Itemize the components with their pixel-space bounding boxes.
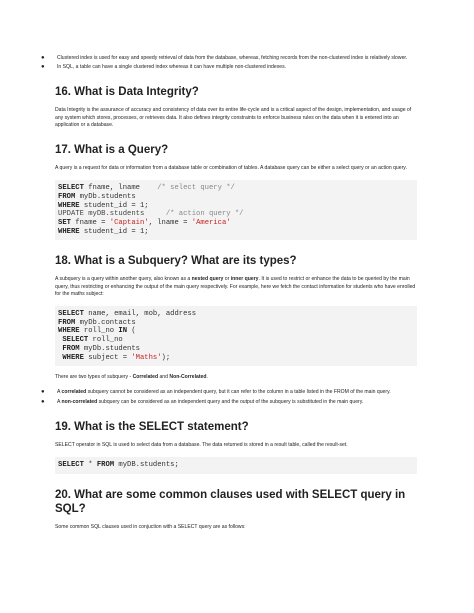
heading-query: 17. What is a Query? [55, 144, 169, 157]
bullet-icon: ● [41, 64, 45, 71]
code-block-select: SELECT * FROM myDB.students; [55, 457, 417, 474]
list-item: ● Clustered index is used for easy and speedy retrieval of data from the database, whereas, fetching records from the non-clustered index is relatively slower. [41, 55, 408, 61]
bullet-icon: ● [41, 55, 45, 61]
paragraph: There are two types of subquery - Correlated and Non-Correlated. [55, 374, 208, 381]
heading-select-clauses: 20. What are some common clauses used with SELECT query in SQL? [55, 488, 406, 515]
paragraph: Some common SQL clauses used in conjuction with a SELECT query are as follows: [55, 523, 246, 530]
list-item: ● In SQL, a table can have a single clustered index whereas it can have multiple non-clustered indexes. [41, 64, 287, 71]
list-item: ● A non-correlated subquery can be considered as an independent query and the output of the subquery is substituted in the main query. [41, 398, 364, 405]
paragraph: Data Integrity is the assurance of accuracy and consistency of data over its entire life-cycle and is a critical aspect of the design, implementation, and usage of any system which stores, processes, or retrieves data. It also defines integrity constraints to enforce business rules on the data when it is entered into an application or a database. [55, 107, 412, 128]
heading-subquery: 18. What is a Subquery? What are its types? [55, 255, 297, 268]
code-block-query: SELECT fname, lname /* select query */ FROM myDb.students WHERE student_id = 1; UPDATE myDB.students /* action query */ SET fname = 'Captain', lname = 'America' WHERE student_id = 1; [55, 180, 417, 240]
code-block-subquery: SELECT name, email, mob, address FROM myDb.contacts WHERE roll_no IN ( SELECT roll_no FROM myDb.students WHERE subject = 'Maths'); [55, 306, 417, 366]
subquery-type-list [41, 389, 417, 405]
bullet-icon: ● [41, 398, 45, 405]
heading-select-statement: 19. What is the SELECT statement? [55, 420, 249, 433]
list-item: ● A correlated subquery cannot be considered as an independent query, but it can refer to the column in a table listed in the FROM of the main query. [41, 389, 391, 396]
paragraph: A subquery is a query within another query, also known as a nested query or inner query. It is used to restrict or enhance the data to be queried by the main query, thus restricting or enhancing the output of the main query respectively. For example, here we fetch the contact information for students who have enrolled for the maths subject: [55, 276, 416, 297]
index-bullet-list [41, 55, 417, 71]
bullet-icon: ● [41, 389, 45, 396]
page-content [41, 55, 417, 535]
paragraph: SELECT operator in SQL is used to select data from a database. The data returned is stored in a result table, called the result-set. [55, 441, 348, 448]
paragraph: A query is a request for data or information from a database table or combination of tables. A database query can be either a select query or an action query. [55, 165, 407, 172]
heading-data-integrity: 16. What is Data Integrity? [55, 86, 199, 99]
